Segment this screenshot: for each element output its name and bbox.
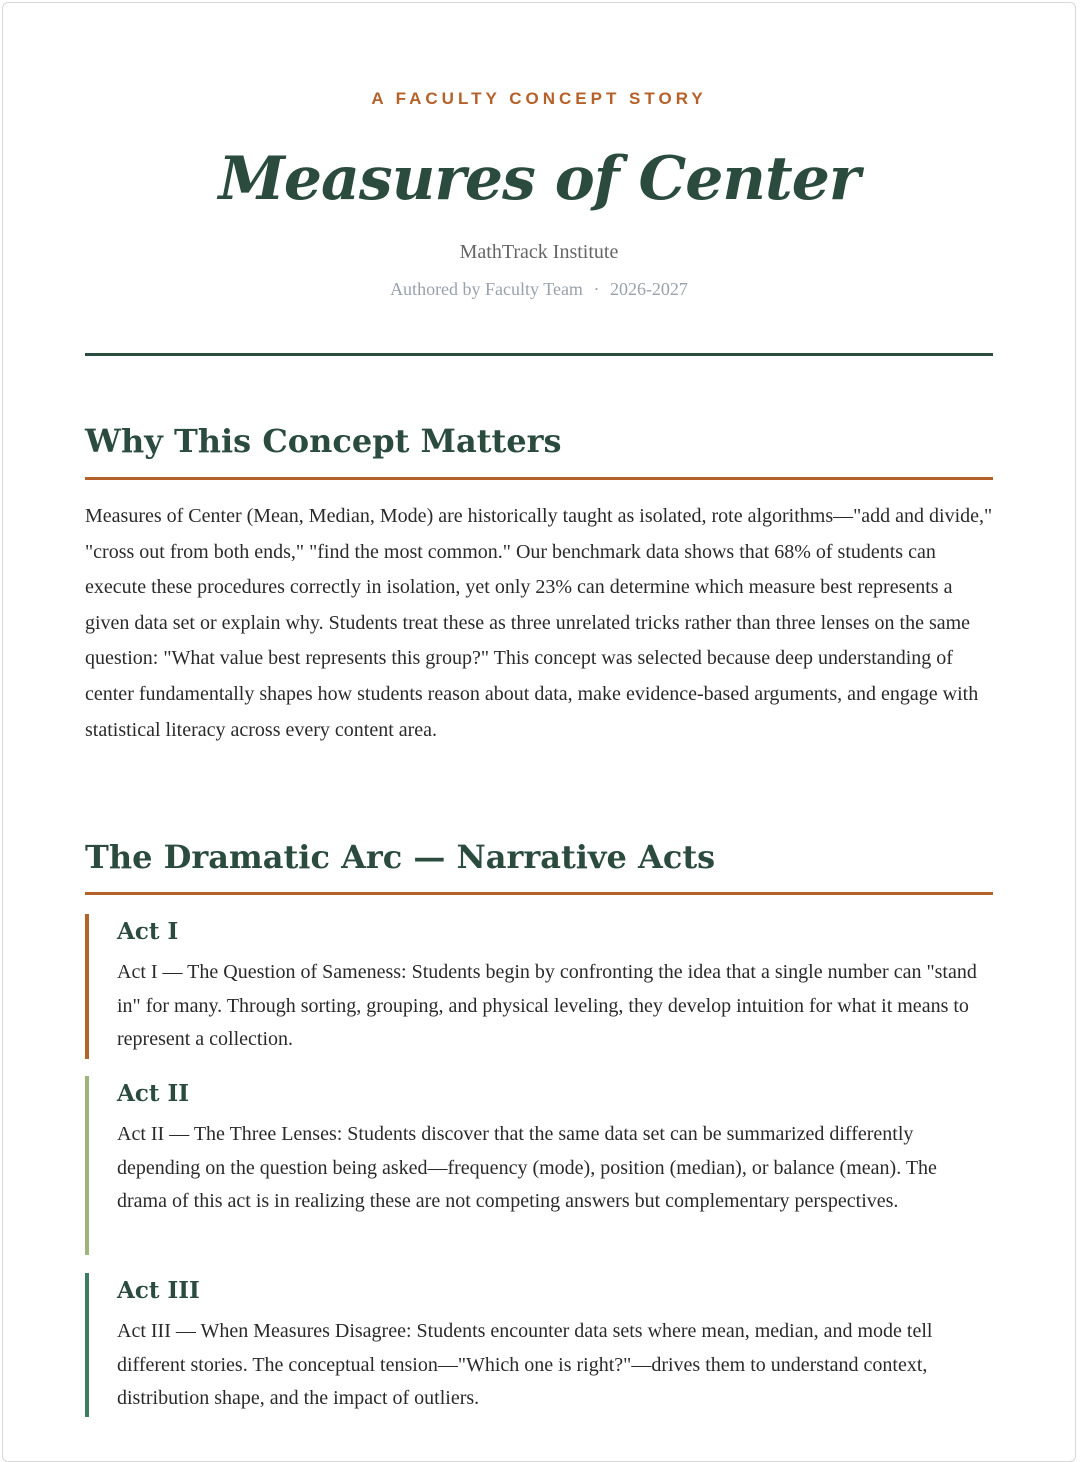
section-heading-arc: The Dramatic Arc — Narrative Acts: [85, 838, 716, 876]
year-text: 2026-2027: [609, 279, 688, 299]
act-title: Act III: [117, 1277, 200, 1304]
act-card-1: [85, 914, 993, 1059]
act-card-3: [85, 1273, 993, 1417]
eyebrow-label: A FACULTY CONCEPT STORY: [371, 89, 707, 108]
act-description: Act I — The Question of Sameness: Students begin by confronting the idea that a single number can "stand in" for many. Through sorting, grouping, and physical leveling, they develop intuition for what it means to represent a collection.: [117, 961, 977, 1050]
document-page: [2, 2, 1076, 1462]
act-description: Act II — The Three Lenses: Students discover that the same data set can be summarized differently depending on the question being asked—frequency (mode), position (median), or balance (mean). The drama of this act is in realizing these are not competing answers but complementary perspectives.: [117, 1123, 937, 1212]
section-divider-why: [85, 477, 993, 480]
act-title: Act II: [117, 1080, 189, 1107]
act-description: Act III — When Measures Disagree: Students encounter data sets where mean, median, and mode tell different stories. The conceptual tension—"Which one is right?"—drives them to understand context, distribution shape, and the impact of outliers.: [117, 1320, 933, 1409]
section-divider-arc: [85, 892, 993, 895]
byline: [85, 279, 993, 300]
act-title: Act I: [117, 918, 179, 945]
byline-separator: ·: [593, 279, 600, 299]
act-card-2: [85, 1076, 993, 1255]
header-divider: [85, 353, 993, 356]
author-text: Authored by Faculty Team: [390, 279, 583, 299]
page-title: Measures of Center: [218, 144, 860, 214]
institute-name: MathTrack Institute: [459, 241, 619, 263]
section-heading-why: Why This Concept Matters: [85, 422, 562, 460]
why-paragraph: Measures of Center (Mean, Median, Mode) are historically taught as isolated, rote algorithms—"add and divide," "cross out from both ends," "find the most common." Our benchmark data shows that 68% of students can execute these procedures correctly in isolation, yet only 23% can determine which measure best represents a given data set or explain why. Students treat these as three unrelated tricks rather than three lenses on the same question: "What value best represents this group?" This concept was selected because deep understanding of center fundamentally shapes how students reason about data, make evidence-based arguments, and engage with statistical literacy across every content area.: [85, 505, 993, 741]
